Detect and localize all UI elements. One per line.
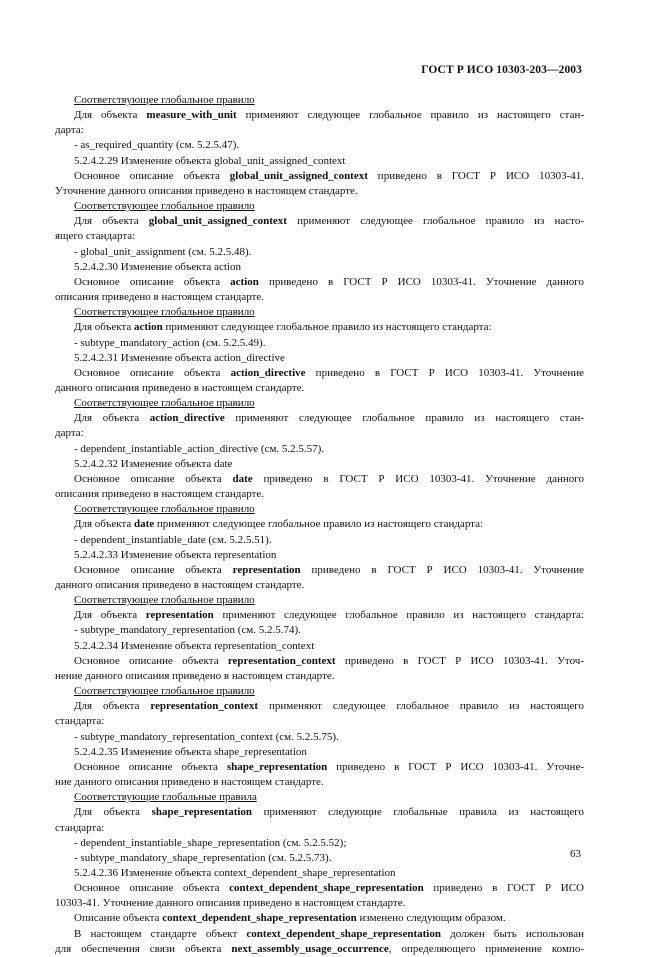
text-line bbox=[74, 169, 584, 184]
text-line bbox=[74, 805, 584, 820]
text-run: - subtype_mandatory_representation_context (см. 5.2.5.75). bbox=[74, 730, 339, 743]
text-run: Соответствующие глобальные правила bbox=[74, 791, 257, 804]
text-run: Описание объекта bbox=[74, 912, 163, 925]
bold-term: action_directive bbox=[149, 412, 225, 425]
text-run: стандарта: bbox=[55, 715, 105, 728]
text-run: Основное описание объекта bbox=[74, 275, 231, 288]
text-run: применяют следующее глобальное правило из настоящего стан- bbox=[224, 412, 585, 425]
text-run: Соответствующее глобальное правило bbox=[74, 397, 255, 410]
text-line bbox=[74, 745, 584, 760]
text-line bbox=[74, 396, 584, 411]
document-header: ГОСТ Р ИСО 10303-203—2003 bbox=[421, 64, 582, 76]
text-run: Соответствующее глобальное правило bbox=[74, 503, 255, 516]
bold-term: next_assembly_usage_occurrence bbox=[231, 942, 389, 955]
text-run: - subtype_mandatory_action (см. 5.2.5.49). bbox=[74, 336, 266, 349]
text-line bbox=[74, 305, 584, 320]
text-run: Для объекта bbox=[74, 109, 147, 122]
bold-term: context_dependent_shape_representation bbox=[162, 912, 357, 925]
text-line bbox=[55, 229, 584, 244]
text-line bbox=[55, 184, 584, 199]
text-line bbox=[74, 654, 584, 669]
bold-term: date bbox=[232, 472, 253, 485]
text-run: применяют следующее глобальное правило из насто- bbox=[286, 215, 584, 228]
text-line bbox=[55, 714, 584, 729]
text-line bbox=[74, 730, 584, 745]
bold-term: representation_context bbox=[227, 654, 336, 667]
text-run: - subtype_mandatory_representation (см. 5.2.5.74). bbox=[74, 624, 301, 637]
text-line bbox=[74, 260, 584, 275]
text-line bbox=[55, 426, 584, 441]
bold-term: representation bbox=[145, 609, 214, 622]
text-run: изменено следующим образом. bbox=[356, 912, 506, 925]
bold-term: global_unit_assigned_context bbox=[148, 215, 287, 228]
text-run: Для объекта bbox=[74, 609, 146, 622]
text-run: приведено в ГОСТ Р ИСО 10303-41. Уточ- bbox=[335, 654, 584, 667]
text-run: 5.2.4.2.31 Изменение объекта action_directive bbox=[74, 351, 285, 364]
text-run: Для объекта bbox=[74, 412, 150, 425]
text-run: - as_required_quantity (см. 5.2.5.47). bbox=[74, 139, 240, 152]
text-line bbox=[74, 866, 584, 881]
text-line bbox=[55, 381, 584, 396]
bold-term: context_dependent_shape_representation bbox=[229, 882, 424, 895]
text-line bbox=[74, 790, 584, 805]
text-run: - dependent_instantiable_action_directive (см. 5.2.5.57). bbox=[74, 442, 325, 455]
text-run: применяют следующее глобальное правило из настоящего стан- bbox=[236, 109, 585, 122]
text-run: Для объекта bbox=[74, 518, 134, 531]
text-run: применяют следующее глобальное правило из настоящего стандарта: bbox=[213, 609, 584, 622]
text-run: Основное описание объекта bbox=[74, 760, 227, 773]
text-run: приведено в ГОСТ Р ИСО 10303-41. Уточне- bbox=[327, 760, 584, 773]
text-line bbox=[55, 578, 584, 593]
text-line bbox=[55, 942, 584, 957]
text-run: Соответствующее глобальное правило bbox=[74, 200, 255, 213]
text-run: приведено в ГОСТ Р ИСО bbox=[423, 882, 584, 895]
text-run: 5.2.4.2.35 Изменение объекта shape_representation bbox=[74, 745, 307, 758]
text-run: данного описания приведено в настоящем стандарте. bbox=[55, 579, 305, 591]
text-line bbox=[74, 457, 584, 472]
text-line bbox=[74, 199, 584, 214]
text-line bbox=[74, 639, 584, 654]
text-line bbox=[55, 290, 584, 305]
text-line bbox=[74, 760, 584, 775]
text-line bbox=[74, 336, 584, 351]
text-line bbox=[74, 927, 584, 942]
text-run: - dependent_instantiable_date (см. 5.2.5.51). bbox=[74, 533, 272, 546]
text-run: Для объекта bbox=[74, 700, 151, 713]
text-line bbox=[74, 533, 584, 548]
text-run: Основное описание объекта bbox=[74, 472, 233, 485]
text-line bbox=[55, 123, 584, 138]
text-run: Для объекта bbox=[74, 215, 149, 228]
text-line bbox=[74, 517, 584, 532]
text-line bbox=[55, 487, 584, 502]
text-line bbox=[74, 351, 584, 366]
text-run: Соответствующее глобальное правило bbox=[74, 306, 255, 319]
text-run: стандарта: bbox=[55, 821, 105, 834]
text-line bbox=[74, 93, 584, 108]
text-line bbox=[74, 563, 584, 578]
text-line bbox=[74, 138, 584, 153]
text-line bbox=[74, 472, 584, 487]
text-run: применяют следующие глобальные правила из настоящего bbox=[252, 806, 585, 819]
text-run: - global_unit_assignment (см. 5.2.5.48). bbox=[74, 245, 252, 258]
text-run: описания приведено в настоящем стандарте. bbox=[55, 291, 265, 304]
text-run: Для объекта bbox=[74, 806, 152, 819]
text-run: применяют следующее глобальное правило из настоящего стандарта: bbox=[154, 518, 484, 531]
text-line bbox=[74, 593, 584, 608]
text-run: ящего стандарта: bbox=[55, 230, 136, 243]
text-line bbox=[74, 608, 584, 623]
text-run: 5.2.4.2.36 Изменение объекта context_dependent_shape_representation bbox=[74, 866, 396, 879]
bold-term: representation_context bbox=[150, 700, 259, 713]
text-line bbox=[55, 821, 584, 836]
text-line bbox=[74, 836, 584, 851]
text-run: 10303-41. Уточнение данного описания приведено в настоящем стандарте. bbox=[55, 897, 406, 910]
text-run: Соответствующее глобальное правило bbox=[74, 685, 255, 698]
text-line bbox=[55, 775, 584, 790]
text-run: Основное описание объекта bbox=[74, 882, 230, 895]
text-line bbox=[74, 411, 584, 426]
text-run: должен быть использован bbox=[440, 927, 584, 940]
text-run: приведено в ГОСТ Р ИСО 10303-41. Уточнение данного bbox=[258, 275, 584, 288]
text-line bbox=[74, 442, 584, 457]
text-line bbox=[74, 699, 584, 714]
text-line bbox=[74, 851, 584, 866]
text-run: Основное описание объекта bbox=[74, 563, 233, 576]
text-line bbox=[74, 108, 584, 123]
text-run: приведено в ГОСТ Р ИСО 10303-41. Уточнение данного bbox=[252, 472, 584, 485]
text-run: , определяющего применение компо- bbox=[388, 942, 584, 955]
text-line bbox=[74, 245, 584, 260]
bold-term: shape_representation bbox=[226, 760, 328, 773]
text-line bbox=[74, 275, 584, 290]
text-run: Основное описание объекта bbox=[74, 169, 230, 182]
text-line bbox=[74, 623, 584, 638]
text-line bbox=[74, 881, 584, 896]
text-run: для обеспечения связи объекта bbox=[55, 942, 232, 955]
text-line bbox=[74, 911, 584, 926]
text-run: Соответствующее глобальное правило bbox=[74, 594, 255, 607]
document-body bbox=[55, 93, 585, 957]
text-run: В настоящем стандарте объект bbox=[74, 927, 247, 940]
text-run: приведено в ГОСТ Р ИСО 10303-41. Уточнение bbox=[305, 366, 584, 379]
text-line bbox=[74, 214, 584, 229]
text-line bbox=[74, 154, 584, 169]
text-run: 5.2.4.2.30 Изменение объекта action bbox=[74, 260, 241, 273]
text-run: ние данного описания приведено в настоящем стандарте. bbox=[55, 776, 324, 789]
text-run: применяют следующее глобальное правило из настоящего стандарта: bbox=[162, 321, 492, 334]
text-run: нение данного описания приведено в настоящем стандарте. bbox=[55, 669, 335, 682]
text-run: Для объекта bbox=[74, 321, 134, 334]
text-line bbox=[74, 366, 584, 381]
page-number: 63 bbox=[570, 848, 581, 860]
text-run: 5.2.4.2.29 Изменение объекта global_unit_assigned_context bbox=[74, 154, 346, 167]
text-run: описания приведено в настоящем стандарте. bbox=[55, 488, 265, 501]
text-run: Основное описание объекта bbox=[74, 654, 228, 667]
bold-term: action bbox=[230, 275, 259, 288]
bold-term: measure_with_unit bbox=[146, 109, 237, 122]
text-run: Уточнение данного описания приведено в настоящем стандарте. bbox=[55, 184, 358, 197]
text-run: - dependent_instantiable_shape_representation (см. 5.2.5.52); bbox=[74, 836, 347, 849]
text-run: дарта: bbox=[55, 427, 84, 440]
bold-term: global_unit_assigned_context bbox=[229, 169, 368, 182]
bold-term: context_dependent_shape_representation bbox=[246, 927, 441, 940]
text-line bbox=[74, 684, 584, 699]
bold-term: representation bbox=[232, 563, 301, 576]
bold-term: date bbox=[133, 518, 155, 531]
text-line bbox=[74, 502, 584, 517]
text-run: приведено в ГОСТ Р ИСО 10303-41. Уточнение bbox=[300, 563, 584, 576]
text-run: 5.2.4.2.32 Изменение объекта date bbox=[74, 457, 233, 470]
text-line bbox=[74, 320, 584, 335]
bold-term: action bbox=[133, 321, 163, 334]
text-line bbox=[55, 896, 584, 911]
text-run: данного описания приведено в настоящем стандарте. bbox=[55, 381, 305, 394]
text-run: Соответствующее глобальное правило bbox=[74, 94, 255, 106]
text-line bbox=[74, 548, 584, 563]
bold-term: action_directive bbox=[230, 366, 306, 379]
text-run: 5.2.4.2.34 Изменение объекта representation_context bbox=[74, 639, 315, 652]
text-line bbox=[55, 669, 584, 684]
text-run: 5.2.4.2.33 Изменение объекта representation bbox=[74, 548, 277, 561]
text-run: - subtype_mandatory_shape_representation (см. 5.2.5.73). bbox=[74, 851, 332, 864]
text-run: дарта: bbox=[55, 124, 84, 137]
bold-term: shape_representation bbox=[151, 806, 253, 819]
text-run: Основное описание объекта bbox=[74, 366, 231, 379]
text-run: приведено в ГОСТ Р ИСО 10303-41. bbox=[367, 169, 584, 182]
text-run: применяют следующее глобальное правило из настоящего bbox=[258, 700, 584, 713]
